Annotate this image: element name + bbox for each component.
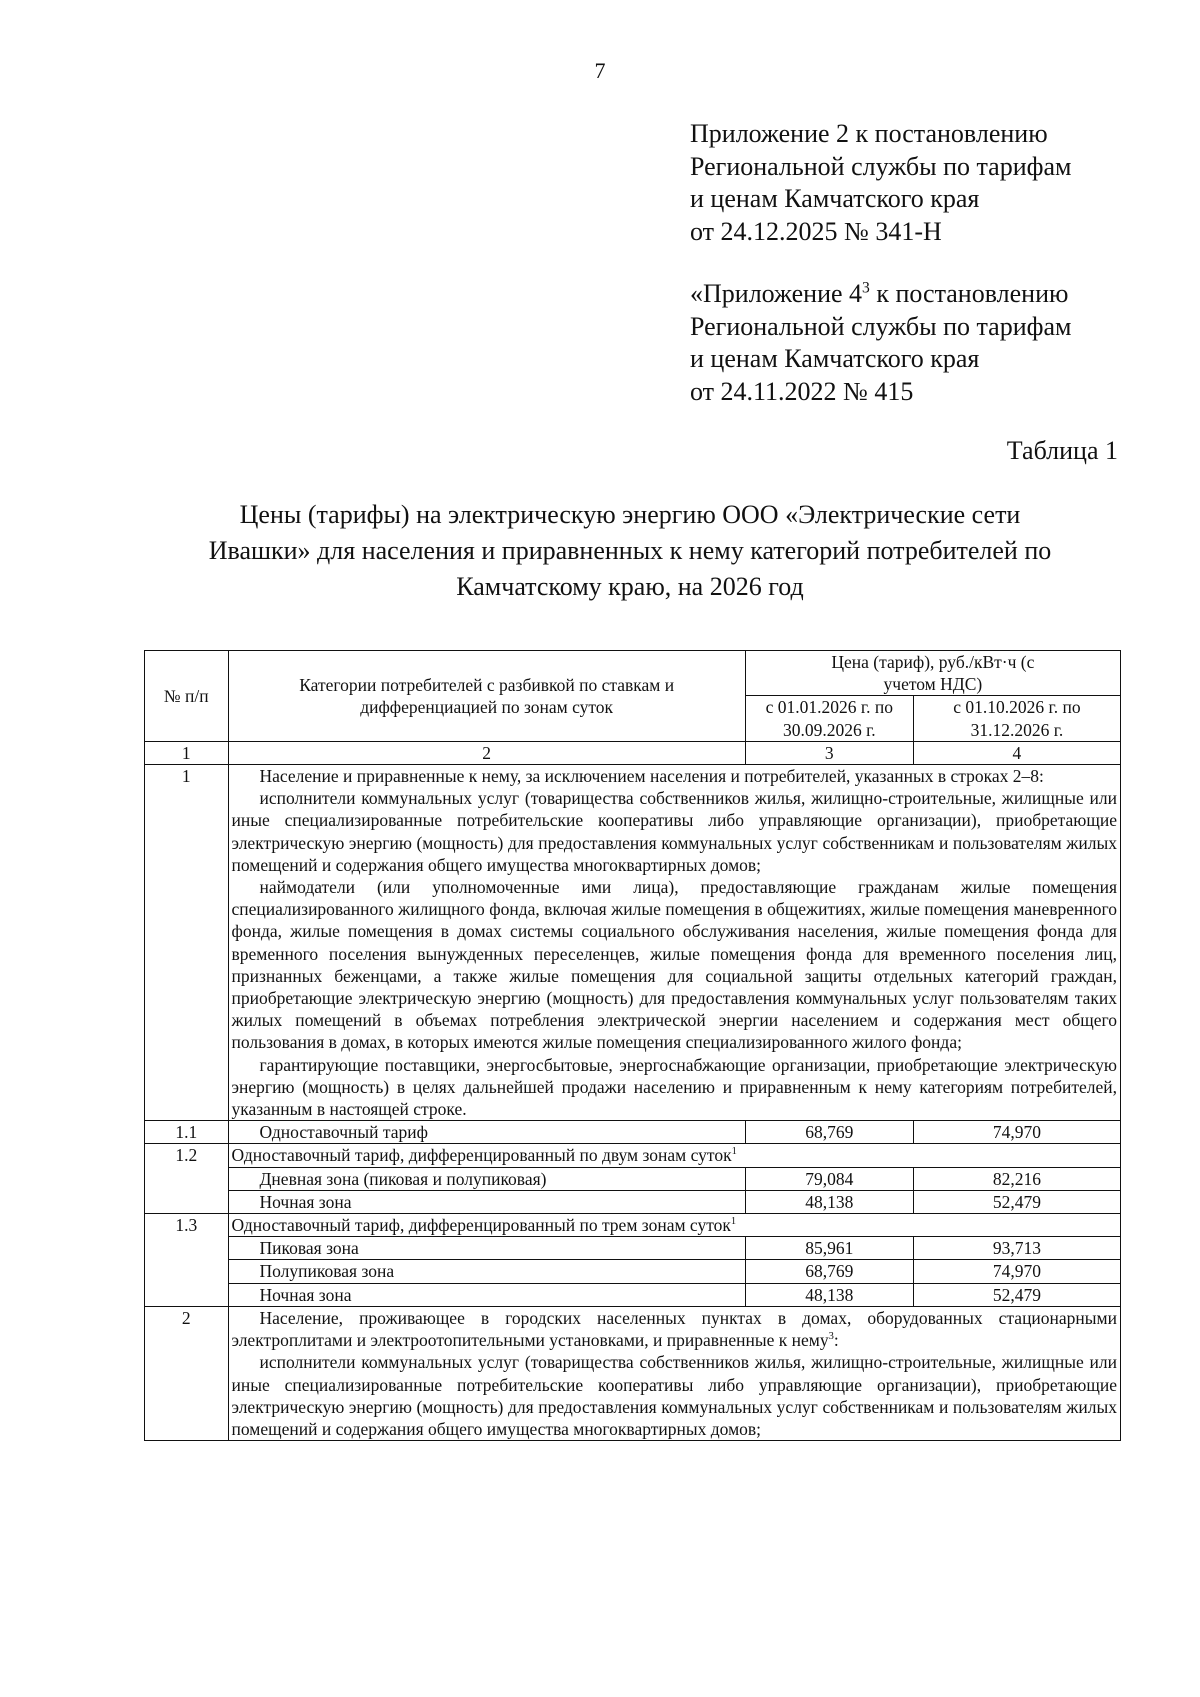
document-title	[150, 497, 1110, 605]
tariff-table	[144, 650, 1121, 1441]
tariff-label: Одноставочный тариф	[228, 1121, 745, 1144]
appendix-line: от 24.12.2025 № 341-Н	[690, 216, 942, 246]
tariff-value-period-1: 85,961	[745, 1237, 913, 1260]
title-line: Камчатскому краю, на 2026 год	[456, 572, 804, 601]
header-num: № п/п	[145, 651, 229, 742]
appendix-title-text: к постановлению	[869, 279, 1069, 308]
col-index: 3	[745, 741, 913, 764]
title-line: Ивашки» для населения и приравненных к нему категорий потребителей по	[208, 536, 1052, 565]
header-category: Категории потребителей с разбивкой по ставкам и дифференциацией по зонам суток	[228, 651, 745, 742]
appendix-superscript: 3	[862, 279, 870, 297]
tariff-value-period-2: 74,970	[913, 1260, 1120, 1283]
table-row	[145, 1167, 1121, 1190]
tariff-value-period-1: 79,084	[745, 1167, 913, 1190]
tariff-value-period-1: 48,138	[745, 1283, 913, 1306]
table-row	[145, 1121, 1121, 1144]
tariff-value-period-2: 52,479	[913, 1190, 1120, 1213]
tariff-value-period-2: 52,479	[913, 1283, 1120, 1306]
table-label: Таблица 1	[1006, 436, 1118, 465]
table-row	[145, 1214, 1121, 1237]
footnote-marker: 1	[730, 1216, 737, 1228]
header-period-2: с 01.10.2026 г. по 31.12.2026 г.	[913, 696, 1120, 741]
row-number: 1.3	[145, 1214, 229, 1307]
page-number: 7	[594, 58, 606, 83]
description-text: Население, проживающее в городских населенных пунктах в домах, оборудованных стационарными электроплитами и электроотопительными установками, и приравненные к нему	[231, 1307, 1117, 1351]
description-paragraph: исполнители коммунальных услуг (товарищества собственников жилья, жилищно-строительные, жилищные или иные специализированные потребительские кооперативы либо управляющие организации), приобретающие электрическую энергию (мощность) для предоставления коммунальных услуг собственникам и пользователям жилых помещений и содержания общего имущества многоквартирных домов;	[231, 1352, 1117, 1439]
description-paragraph: наймодатели (или уполномоченные ими лица), предоставляющие гражданам жилые помещения специализированного жилищного фонда, включая жилые помещения в общежитиях, жилые помещения маневренного фонда, жилые помещения в домах системы социального обслуживания населения, жилые помещения фонда для временного поселения вынужденных переселенцев, жилые помещения фонда для временного поселения лиц, признанных беженцами, а также жилые помещения для социальной защиты отдельных категорий граждан, приобретающие электрическую энергию (мощность) для предоставления коммунальных услуг пользователям таких жилых помещений в объемах потребления электрической энергии населением и содержания мест общего пользования в домах, в которых имеются жилые помещения специализированного жилого фонда;	[231, 877, 1117, 1053]
row-number: 1.2	[145, 1144, 229, 1214]
appendix-line: и ценам Камчатского края	[690, 184, 980, 213]
footnote-marker: 1	[731, 1146, 737, 1158]
description-paragraph: гарантирующие поставщики, энергосбытовые, энергоснабжающие организации, приобретающие электрическую энергию (мощность) в целях дальнейшей продажи населению и приравненным к нему категориям потребителей, указанным в настоящей строке.	[231, 1054, 1117, 1120]
table-row	[145, 1237, 1121, 1260]
row-number: 1.1	[145, 1121, 229, 1144]
col-index: 1	[145, 741, 229, 764]
tariff-value-period-2: 74,970	[913, 1121, 1120, 1144]
zone-label: Полупиковая зона	[228, 1260, 745, 1283]
table-row	[145, 1283, 1121, 1306]
table-row	[145, 1190, 1121, 1213]
appendix-line: от 24.11.2022 № 415	[690, 376, 914, 406]
col-index: 4	[913, 741, 1120, 764]
table-row	[145, 1306, 1121, 1440]
tariff-group-label	[228, 1214, 1121, 1237]
table-row	[145, 765, 1121, 1121]
tariff-value-period-1: 68,769	[745, 1260, 913, 1283]
tariff-group-text: Одноставочный тариф, дифференцированный по трем зонам суток	[231, 1215, 731, 1236]
tariff-value-period-2: 93,713	[913, 1237, 1120, 1260]
tariff-group-label	[228, 1144, 1121, 1167]
appendix-line: Региональной службы по тарифам	[690, 311, 1072, 341]
zone-label: Пиковая зона	[228, 1237, 745, 1260]
appendix-line	[690, 278, 1071, 311]
description-paragraph	[232, 1307, 1118, 1351]
footnote-marker: 3	[828, 1331, 834, 1343]
appendix-line: и ценам Камчатского края	[690, 344, 980, 373]
appendix-line: Региональной службы по тарифам	[690, 151, 1072, 181]
tariff-value-period-2: 82,216	[913, 1167, 1120, 1190]
appendix-header-amended	[690, 278, 1071, 408]
appendix-line: Приложение 2 к постановлению	[690, 119, 1048, 148]
tariff-value-period-1: 48,138	[745, 1190, 913, 1213]
title-line: Цены (тарифы) на электрическую энергию ООО «Электрические сети	[239, 500, 1021, 529]
description-text: :	[833, 1330, 839, 1351]
header-period-1: с 01.01.2026 г. по 30.09.2026 г.	[745, 696, 913, 741]
table-row	[145, 1260, 1121, 1283]
row-number: 1	[145, 765, 229, 1121]
tariff-group-text: Одноставочный тариф, дифференцированный по двум зонам суток	[231, 1145, 732, 1166]
category-description	[228, 765, 1121, 1121]
zone-label: Ночная зона	[228, 1283, 745, 1306]
appendix-title-text: «Приложение 4	[690, 279, 863, 308]
table-row	[145, 1144, 1121, 1167]
tariff-value-period-1: 68,769	[745, 1121, 913, 1144]
row-number: 2	[145, 1306, 229, 1440]
category-description	[228, 1306, 1121, 1440]
zone-label: Ночная зона	[228, 1190, 745, 1213]
description-paragraph: Население и приравненные к нему, за исключением населения и потребителей, указанных в строках 2–8:	[259, 766, 1044, 787]
header-price: Цена (тариф), руб./кВт·ч (с учетом НДС)	[745, 651, 1120, 696]
description-paragraph: исполнители коммунальных услуг (товарищества собственников жилья, жилищно-строительные, жилищные или иные специализированные потребительские кооперативы либо управляющие организации), приобретающие электрическую энергию (мощность) для предоставления коммунальных услуг собственникам и пользователям жилых помещений и содержания общего имущества многоквартирных домов;	[231, 788, 1117, 875]
col-index: 2	[228, 741, 745, 764]
zone-label: Дневная зона (пиковая и полупиковая)	[228, 1167, 745, 1190]
appendix-header-current	[690, 118, 1071, 248]
